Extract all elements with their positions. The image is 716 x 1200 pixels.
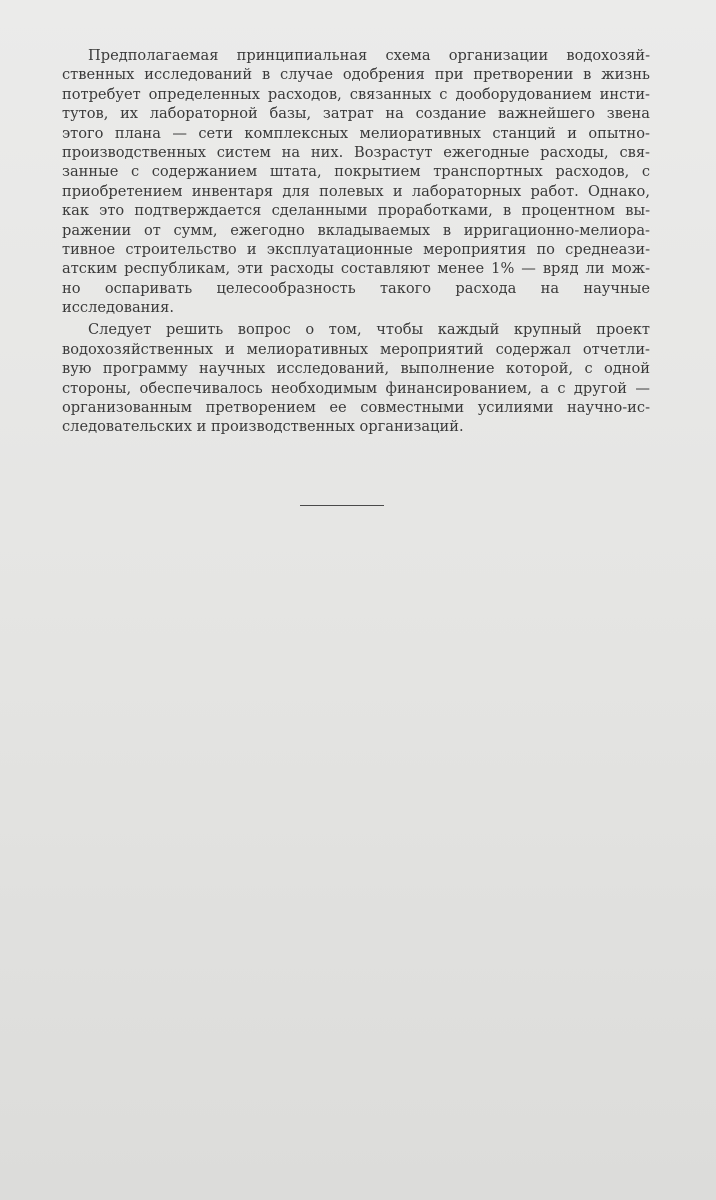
section-divider <box>300 505 384 506</box>
text-line: водохозяйственных и мелиоративных мероприятий содержал отчетли- <box>62 340 650 358</box>
body-text <box>62 46 650 437</box>
text-line: производственных систем на них. Возрастут ежегодные расходы, свя- <box>62 143 650 161</box>
text-line: тивное строительство и эксплуатационные мероприятия по среднеази- <box>62 240 650 258</box>
text-line: стороны, обеспечивалось необходимым финансированием, а с другой — <box>62 379 650 397</box>
text-line: атским республикам, эти расходы составляют менее 1% — вряд ли мож- <box>62 260 650 278</box>
text-line: тутов, их лабораторной базы, затрат на создание важнейшего звена <box>62 105 650 123</box>
text-line: но оспаривать целесообразность такого расхода на научные <box>62 279 650 297</box>
paragraph-2 <box>62 320 650 436</box>
text-line: Предполагаемая принципиальная схема организации водохозяй- <box>88 47 650 64</box>
text-line: вую программу научных исследований, выполнение которой, с одной <box>62 360 650 378</box>
text-line: потребует определенных расходов, связанных с дооборудованием инсти- <box>62 85 650 103</box>
text-line: приобретением инвентаря для полевых и лабораторных работ. Однако, <box>62 182 650 200</box>
text-line: исследования. <box>62 299 174 317</box>
text-line: Следует решить вопрос о том, чтобы каждый крупный проект <box>88 321 650 339</box>
text-line: организованным претворением ее совместными усилиями научно-ис- <box>62 399 650 417</box>
text-line: ражении от сумм, ежегодно вкладываемых в ирригационно-мелиора- <box>62 221 650 239</box>
text-line: ственных исследований в случае одобрения при претворении в жизнь <box>62 66 650 84</box>
text-line: как это подтверждается сделанными проработками, в процентном вы- <box>62 202 650 220</box>
paragraph-1 <box>62 46 650 317</box>
text-line: этого плана — сети комплексных мелиоративных станций и опытно- <box>62 124 650 142</box>
text-line: занные с содержанием штата, покрытием транспортных расходов, с <box>62 163 650 181</box>
text-line: следовательских и производственных организаций. <box>62 418 464 436</box>
